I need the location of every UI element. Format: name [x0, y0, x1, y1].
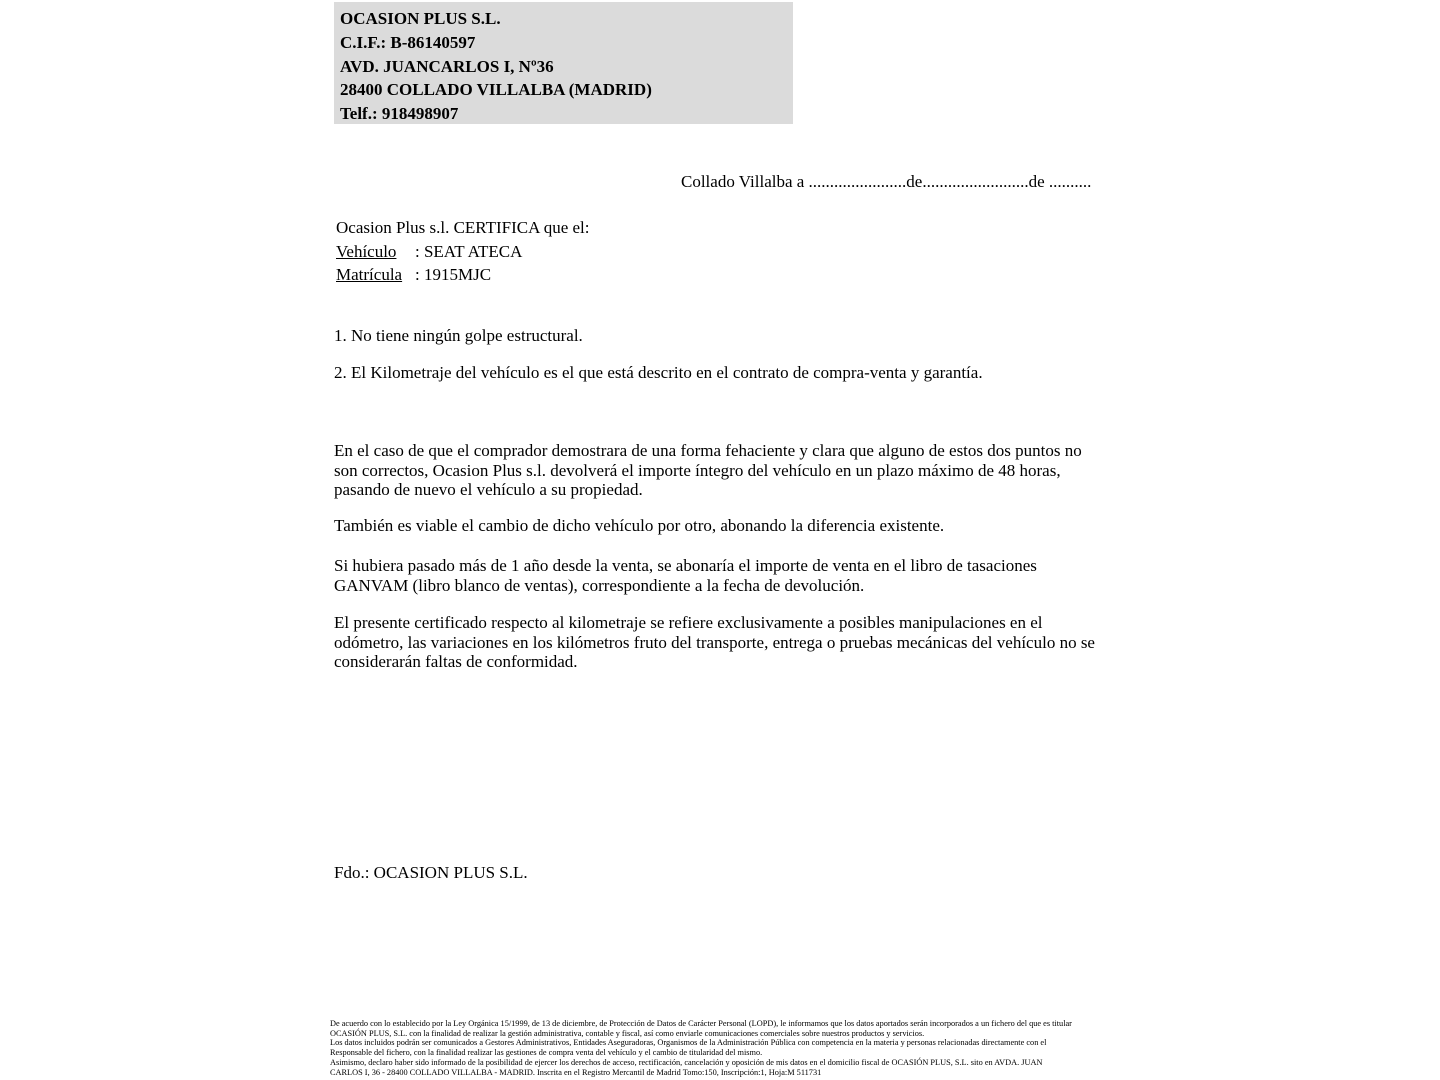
company-name: OCASION PLUS S.L. [340, 9, 501, 28]
legal-footer-line: Responsable del fichero, con la finalidad realizar las gestiones de compra venta del vehículo y el cambio de titularidad del mismo. [330, 1048, 763, 1058]
company-cif: C.I.F.: B-86140597 [340, 32, 476, 52]
legal-footer-line: De acuerdo con lo establecido por la Ley Orgánica 15/1999, de 13 de diciembre, de Protección de Datos de Carácter Personal (LOPD), le informamos que los datos aportados serán incorporados a un fichero del que es titular [330, 1019, 1072, 1028]
company-address: AVD. JUANCARLOS I, Nº36 [340, 56, 554, 76]
certified-point-2: 2. El Kilometraje del vehículo es el que está descrito en el contrato de compra-venta y garantía. [334, 363, 983, 382]
certification-block [336, 216, 590, 287]
legal-footer-line: OCASIÓN PLUS, S.L. con la finalidad de realizar la gestión administrativa, contable y fiscal, así como enviarle comunicaciones comerciales sobre nuestros productos y servicios. [330, 1028, 925, 1038]
company-phone: Telf.: 918498907 [340, 104, 459, 124]
vehicle-value: : SEAT ATECA [415, 241, 523, 261]
vehicle-label: Vehículo [336, 241, 397, 261]
certification-intro: Ocasion Plus s.l. CERTIFICA que el: [336, 218, 590, 237]
terms-paragraph-exchange: También es viable el cambio de dicho vehículo por otro, abonando la diferencia existente. [334, 516, 945, 535]
terms-paragraph-ganvam: Si hubiera pasado más de 1 año desde la venta, se abonaría el importe de venta en el libro de tasaciones GANVAM (libro blanco de ventas), correspondiente a la fecha de devolución. [334, 556, 1037, 595]
signature-line: Fdo.: OCASION PLUS S.L. [334, 863, 528, 882]
legal-footer-line: Asimismo, declaro haber sido informado de la posibilidad de ejercer los derechos de acceso, rectificación, cancelación y oposición de mis datos en el domicilio fiscal de OCASIÓN PLUS, S.L. sito en AVDA. JUAN [330, 1057, 1043, 1067]
vehicle-row [336, 240, 590, 264]
plate-label: Matrícula [336, 265, 403, 284]
company-city: 28400 COLLADO VILLALBA (MADRID) [340, 80, 652, 100]
date-line: Collado Villalba a .......................de.........................de .......... [681, 172, 1092, 191]
legal-footer [330, 1019, 1110, 1077]
terms-paragraph-refund: En el caso de que el comprador demostrara de una forma fehaciente y clara que alguno de estos dos puntos no son correctos, Ocasion Plus s.l. devolverá el importe íntegro del vehículo en un plazo máximo de 48 horas, pasando de nuevo el vehículo a su propiedad. [334, 441, 1082, 500]
plate-value: : 1915MJC [415, 265, 492, 284]
certified-point-1: 1. No tiene ningún golpe estructural. [334, 326, 583, 345]
legal-footer-line: Los datos incluidos podrán ser comunicados a Gestores Administrativos, Entidades Aseguradoras, Organismos de la Administración Pública con competencia en la materia y personas relacionadas directamente con el [330, 1038, 1047, 1048]
company-header-box [334, 2, 793, 124]
plate-row [336, 263, 590, 287]
legal-footer-line: CARLOS I, 36 - 28400 COLLADO VILLALBA - MADRID. Inscrita en el Registro Mercantil de Madrid Tomo:150, Inscripción:1, Hoja:M 511731 [330, 1067, 822, 1077]
terms-paragraph-odometer: El presente certificado respecto al kilometraje se refiere exclusivamente a posibles manipulaciones en el odómetro, las variaciones en los kilómetros fruto del transporte, entrega o pruebas mecánicas del vehículo no se considerarán faltas de conformidad. [334, 613, 1095, 672]
